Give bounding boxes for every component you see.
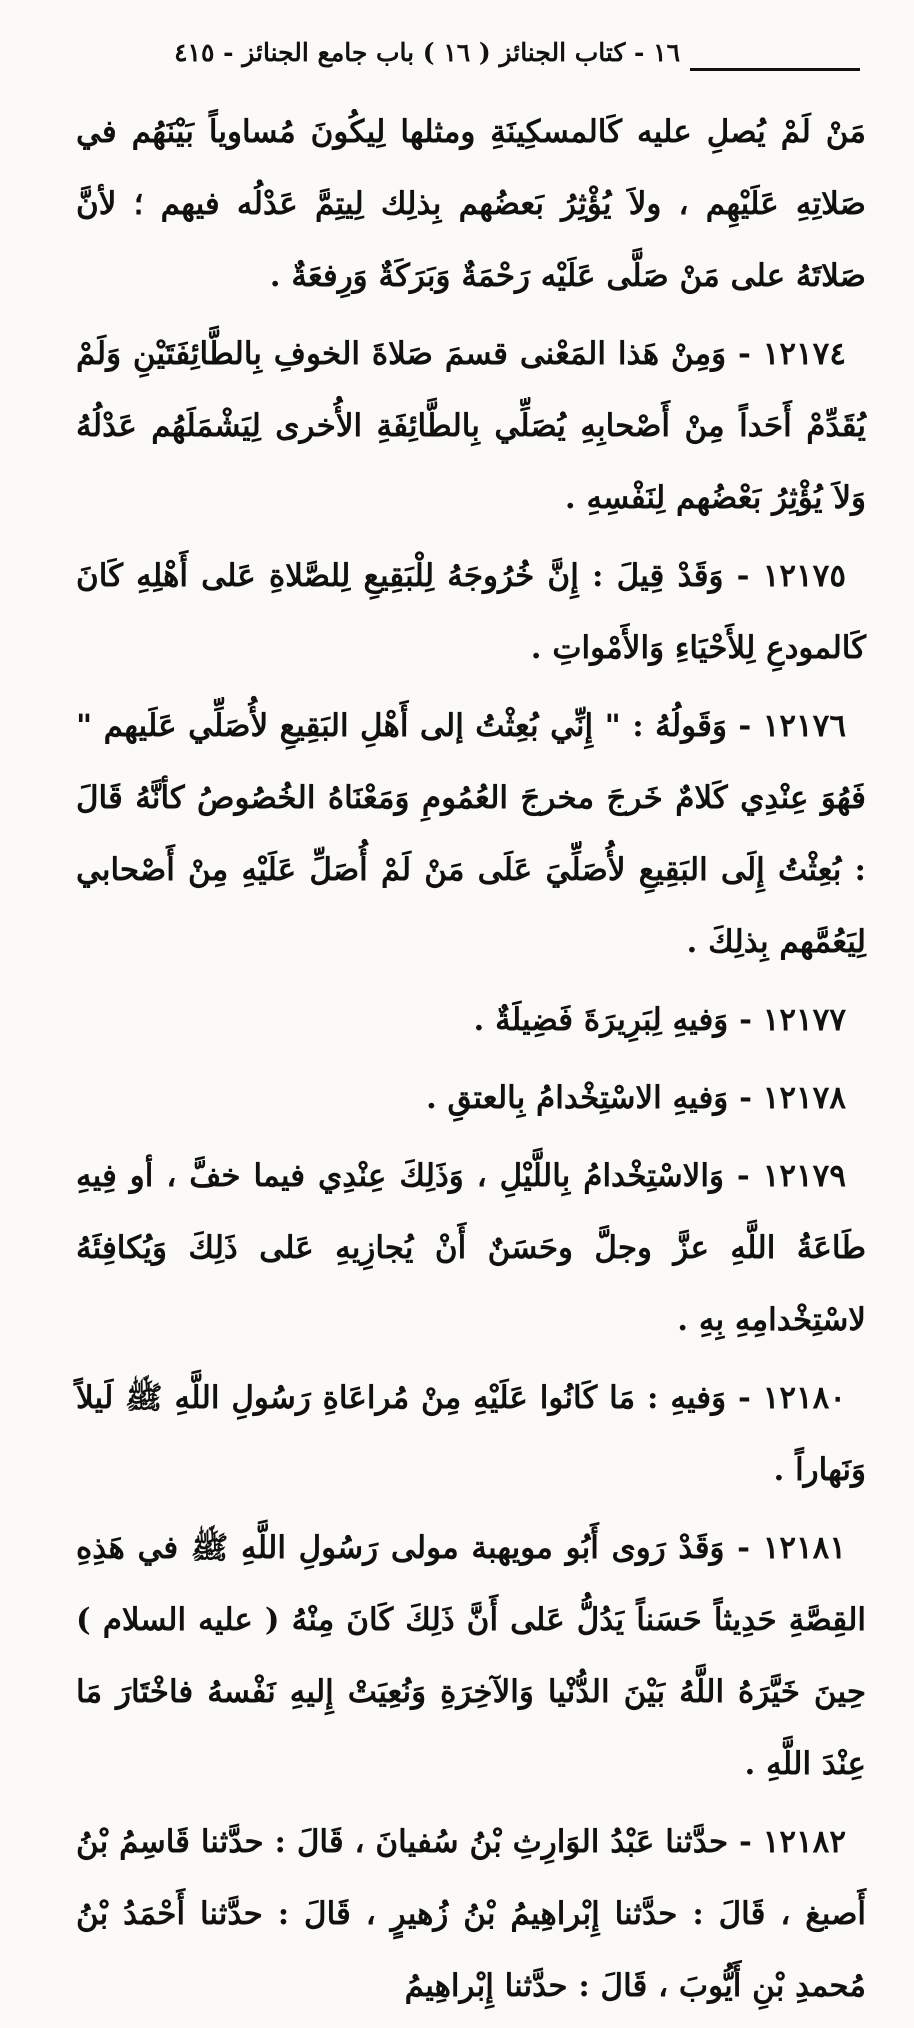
paragraph-12175: ١٢١٧٥ - وَقَدْ قِيلَ : إِنَّ خُرُوجَهُ لِلْبَقِيعِ لِلصَّلاةِ عَلى أَهْلِهِ كَانَ كَالمودعِ لِلأَحْيَاءِ وَالأَمْواتِ . bbox=[76, 558, 866, 666]
paragraph-12182: ١٢١٨٢ - حدَّثنا عَبْدُ الوَارِثِ بْنُ سُفيانَ ، قَالَ : حدَّثنا قَاسِمُ بْنُ أَصبغ ، قَالَ : حدَّثنا إِبْراهِيمُ بْنُ زُهيرٍ ، قَالَ : حدَّثنا أَحْمَدُ بْنُ مُحمدِ بْنِ أَيُّوبَ ، قَالَ : حدَّثنا إِبْراهِيمُ bbox=[76, 1824, 866, 2004]
paragraph-12176: ١٢١٧٦ - وَقَولُهُ : " إِنِّي بُعِثْتُ إلى أَهْلِ البَقِيعِ لأُصَلِّي عَلَيهم " فَهُوَ عِنْدِي كَلامٌ خَرجَ مخرجَ العُمُومِ وَمَعْنَاهُ الخُصُوصُ كأنَّهُ قَالَ : بُعِثْتُ إِلَى البَقِيعِ لأُصَلِّيَ عَلَى مَنْ لَمْ أُصَلِّ عَلَيْهِ مِنْ أَصْحابي لِيَعُمَّهم بِذلِكَ . bbox=[76, 708, 866, 960]
header-rule bbox=[690, 68, 860, 71]
running-header-title: ١٦ - كتاب الجنائز ( ١٦ ) باب جامع الجنائز - ٤١٥ bbox=[174, 38, 680, 67]
page-header bbox=[90, 28, 860, 88]
paragraph-12179: ١٢١٧٩ - وَالاسْتِخْدامُ بِاللَّيْلِ ، وَذَلِكَ عِنْدِي فيما خفَّ ، أو فِيهِ طَاعَةُ اللَّهِ عزَّ وجلَّ وحَسَنٌ أَنْ يُجازِيهِ عَلى ذَلِكَ وَيُكافِئَهُ لاسْتِخْدامِهِ بِهِ . bbox=[76, 1158, 866, 1338]
paragraph-continuation: مَنْ لَمْ يُصلِ عليه كَالمسكِينَةِ ومثلها لِيكُونَ مُساوياً بَيْنَهُم في صَلاتِهِ عَلَيْهِم ، ولاَ يُؤْثِرُ بَعضُهم بِذلِك لِيتِمَّ عَدْلُه فيهم ؛ لأنَّ صَلاتَهُ على مَنْ صَلَّى عَلَيْه رَحْمَةٌ وَبَرَكَةٌ وَرِفعَةٌ . bbox=[76, 114, 866, 294]
paragraph-12178: ١٢١٧٨ - وَفيهِ الاسْتِخْدامُ بِالعتقِ . bbox=[425, 1080, 846, 1116]
paragraph-12174: ١٢١٧٤ - وَمِنْ هَذا المَعْنى قسمَ صَلاةَ الخوفِ بِالطَّائِفَتَيْنِ وَلَمْ يُقَدِّمْ أَحَداً مِنْ أَصْحابِهِ يُصَلِّي بِالطَّائِفَةِ الأُخرى لِيَشْمَلَهُم عَدْلُهُ وَلاَ يُؤْثِرُ بَعْضُهم لِنَفْسِهِ . bbox=[76, 336, 866, 516]
paragraph-12177: ١٢١٧٧ - وَفيهِ لِبَرِيرَةَ فَضِيلَةٌ . bbox=[473, 1002, 846, 1038]
paragraph-12180: ١٢١٨٠ - وَفيهِ : مَا كَانُوا عَلَيْهِ مِنْ مُراعَاةِ رَسُولِ اللَّهِ ﷺ لَيلاً وَنَهاراً . bbox=[76, 1380, 866, 1488]
page-body bbox=[76, 96, 866, 2028]
paragraph-12181: ١٢١٨١ - وَقَدْ رَوى أَبُو مويهبة مولى رَسُولِ اللَّهِ ﷺ في هَذِهِ القِصَّةِ حَدِيثاً حَسَناً يَدُلُّ عَلى أَنَّ ذَلِكَ كَانَ مِنْهُ ( عليه السلام ) حِينَ خَيَّرَهُ اللَّهُ بَيْنَ الدُّنْيا وَالآخِرَةِ وَنُعِيَتْ إِليهِ نَفْسهُ فاخْتَارَ مَا عِنْدَ اللَّهِ . bbox=[76, 1530, 866, 1782]
